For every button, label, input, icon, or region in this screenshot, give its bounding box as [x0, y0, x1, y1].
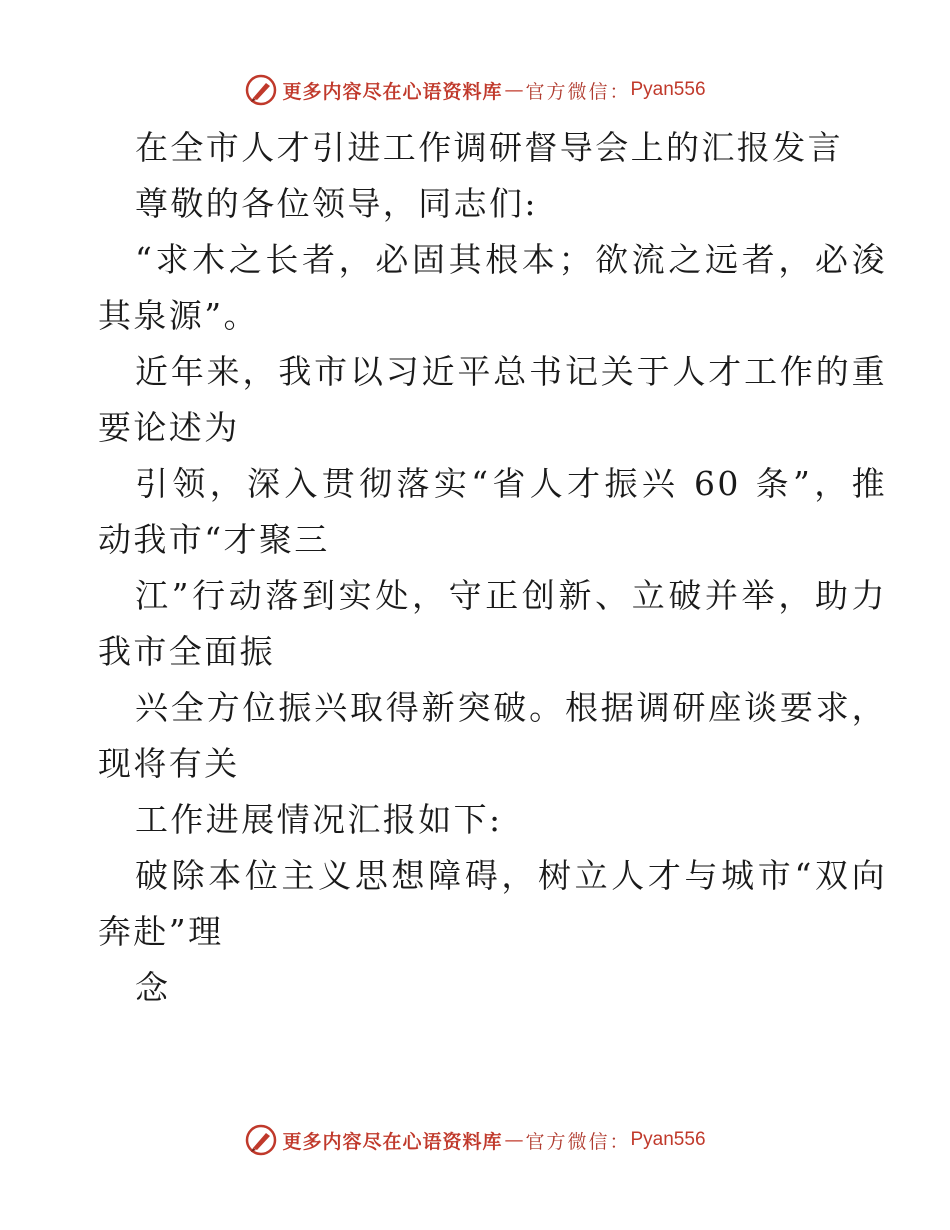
document-body [98, 120, 887, 1016]
watermark-sub-text: 官方微信： [525, 1130, 631, 1153]
document-line: “求木之长者，必固其根本；欲流之远者，必浚 [135, 240, 887, 279]
watermark-main-text: 更多内容尽在心语资料库 [282, 80, 503, 103]
document-line: 江”行动落到实处，守正创新、立破并举，助力 [135, 576, 887, 615]
header-watermark [0, 70, 950, 110]
document-line: 工作进展情况汇报如下: [135, 800, 503, 839]
watermark-dash: — [504, 1129, 524, 1151]
watermark-id-text: Pyan556 [630, 79, 706, 100]
document-line: 奔赴”理 [98, 912, 224, 951]
watermark-main-text: 更多内容尽在心语资料库 [282, 1130, 503, 1153]
document-line: 在全市人才引进工作调研督导会上的汇报发言 [135, 128, 843, 167]
document-line: 破除本位主义思想障碍，树立人才与城市“双向 [135, 856, 887, 895]
footer-watermark [0, 1120, 950, 1160]
document-line: 近年来，我市以习近平总书记关于人才工作的重 [135, 352, 887, 391]
watermark-dash: — [504, 79, 524, 101]
document-line: 现将有关 [98, 744, 240, 783]
watermark-sub-text: 官方微信： [525, 80, 631, 103]
document-line: 念 [135, 968, 171, 1007]
document-line: 兴全方位振兴取得新突破。根据调研座谈要求， [135, 688, 887, 727]
document-line: 我市全面振 [98, 632, 275, 671]
document-line: 尊敬的各位领导，同志们: [135, 184, 538, 223]
pen-logo-icon [244, 73, 278, 107]
document-line: 其泉源”。 [98, 296, 259, 335]
document-line: 引领，深入贯彻落实“省人才振兴 60 条”，推 [135, 464, 887, 503]
pen-logo-icon [244, 1123, 278, 1157]
document-line: 动我市“才聚三 [98, 520, 330, 559]
watermark-id-text: Pyan556 [630, 1129, 706, 1150]
document-line: 要论述为 [98, 408, 240, 447]
